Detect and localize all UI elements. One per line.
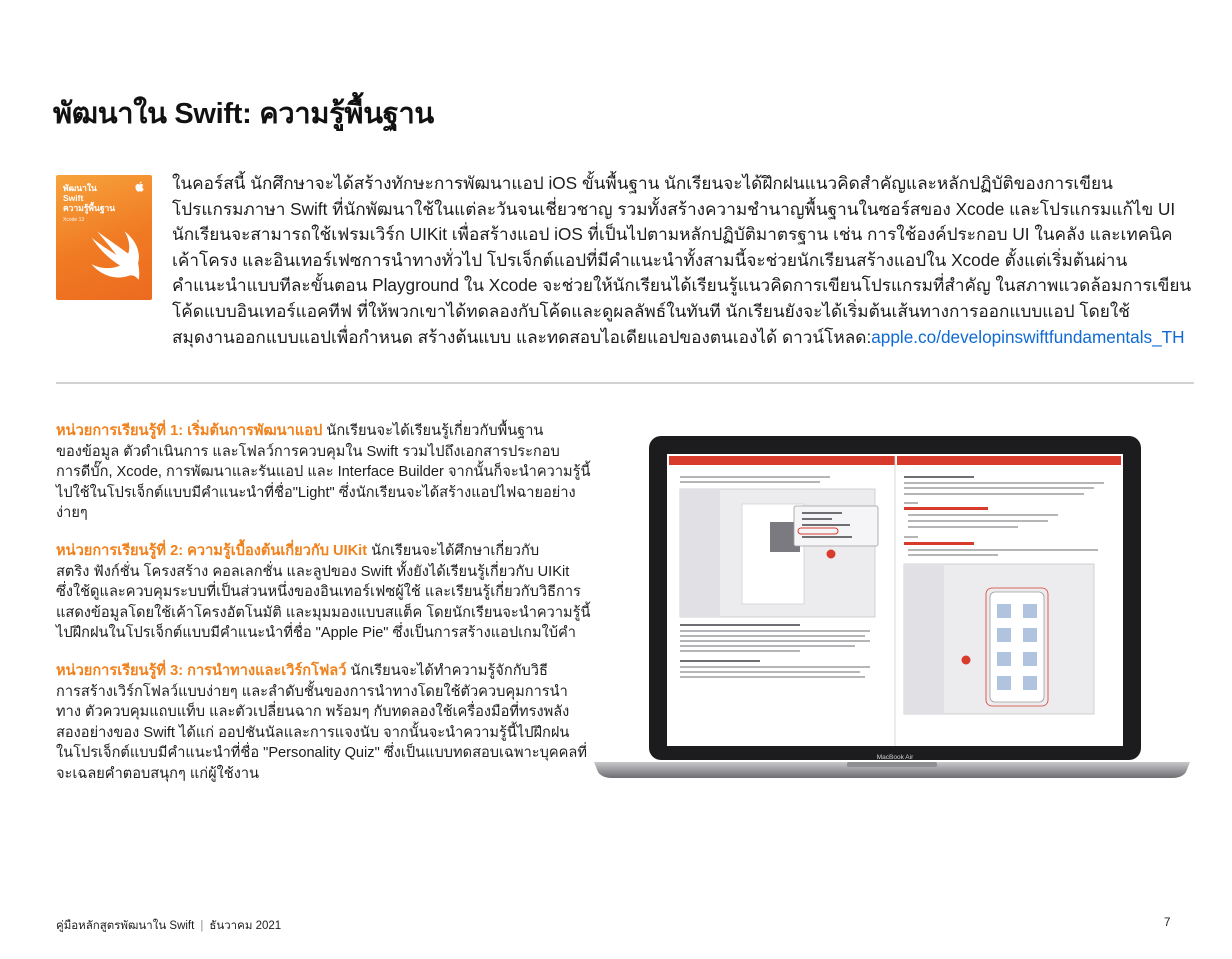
right-callout-marker bbox=[962, 656, 971, 665]
unit-line: การดีบั๊ก, Xcode, การพัฒนาและรันแอป และ Interface Builder จากนั้นก็จะนำความรู้นี้ bbox=[56, 464, 591, 481]
callout-marker bbox=[827, 550, 836, 559]
intro-line: นักเรียนจะสามารถใช้เฟรมเวิร์ก UIKit เพื่อสร้างแอป iOS ที่เป็นไปตามหลักปฏิบัติมาตรฐาน เช่น การใช้องค์ประกอบ UI ในคลัง และเทคนิค bbox=[172, 224, 1173, 245]
unit-2-heading: หน่วยการเรียนรู้ที่ 2: ความรู้เบื้องต้นเกี่ยวกับ UIKit bbox=[56, 542, 368, 559]
unit-line: สตริง ฟังก์ชั่น โครงสร้าง คอลเลกชั่น และลูปของ Swift ทั้งยังได้เรียนรู้เกี่ยวกับ UIKit bbox=[56, 563, 570, 580]
right-screenshot-sidebar bbox=[904, 564, 944, 714]
unit-1-heading: หน่วยการเรียนรู้ที่ 1: เริ่มต้นการพัฒนาแอป bbox=[56, 423, 323, 439]
intro-line: คำแนะนำแบบทีละขั้นตอน Playground ใน Xcode จะช่วยให้นักเรียนได้เรียนรู้แนวคิดการเขียนโปรแกรมที่สำคัญ ในสภาพแวดล้อมการเขียน bbox=[172, 275, 1192, 296]
intro-last-line bbox=[172, 325, 1185, 351]
unit-line: ทาง ตัวควบคุมแถบแท็บ และตัวเปลี่ยนฉาก พร้อมๆ กับทดลองใช้เครื่องมือที่ทรงพลัง bbox=[56, 704, 570, 721]
unit-line: ไปใช้ในโปรเจ็กต์แบบมีคำแนะนำที่ชื่อ"Light" ซึ่งนักเรียนจะได้สร้างแอปไฟฉายอย่าง bbox=[56, 484, 576, 501]
cover-subtitle: Xcode 13 bbox=[63, 217, 85, 223]
macbook-illustration bbox=[592, 432, 1192, 782]
unit-line: สองอย่างของ Swift ได้แก่ ออปชันนัลและการแจงนับ จากนั้นจะนำความรู้นี้ไปฝึกฝน bbox=[56, 724, 570, 741]
unit-line: ซึ่งใช้ดูและควบคุมระบบที่เป็นส่วนหนึ่งของอินเทอร์เฟซผู้ใช้ และเรียนรู้เกี่ยวกับวิธีการ bbox=[56, 584, 581, 601]
intro-line: เค้าโครง และอินเทอร์เฟซการนำทางทั่วไป โปรเจ็กต์แอปที่มีคำแนะนำทั้งสามนี้จะช่วยนักเรียนสร้างแอปใน Xcode ตั้งแต่เริ่มต้นผ่าน bbox=[172, 249, 1128, 270]
unit-text: นักเรียนจะได้ทำความรู้จักกับวิธี bbox=[346, 662, 548, 679]
cover-title-line: Swift bbox=[63, 193, 84, 203]
laptop-notch bbox=[847, 762, 937, 767]
cover-title bbox=[63, 183, 115, 225]
unit-first-line bbox=[56, 661, 591, 682]
unit-line: จะเฉลยคำตอบสนุกๆ แก่ผู้ใช้งาน bbox=[56, 765, 260, 782]
unit-first-line bbox=[56, 421, 591, 442]
unit-3-heading: หน่วยการเรียนรู้ที่ 3: การนำทางและเวิร์กโฟลว์ bbox=[56, 662, 347, 679]
intro-line: โค้ดแบบอินเทอร์แอคทีฟ ที่ให้พวกเขาได้ทดลองกับโค้ดและดูผลลัพธ์ในทันที นักเรียนยังจะได้เริ่มต้นเส้นทางการออกแบบแอป โดยใช้ bbox=[172, 300, 1130, 321]
unit-line: ง่ายๆ bbox=[56, 505, 88, 522]
footer-separator: | bbox=[200, 920, 204, 932]
unit-line: ของข้อมูล ตัวดำเนินการ และโฟลว์การควบคุมใน Swift รวมไปถึงเอกสารประกอบ bbox=[56, 443, 560, 460]
swift-bird-icon bbox=[86, 227, 148, 289]
right-page-header bbox=[897, 456, 1121, 465]
intro-line: โปรแกรมภาษา Swift ที่นักพัฒนาใช้ในแต่ละวันจนเชี่ยวชาญ รวมทั้งสร้างความชำนาญพื้นฐานในซอร์สของ Xcode และโปรแกรมแก้ไข UI bbox=[172, 198, 1176, 219]
intro-line-text: สมุดงานออกแบบแอปเพื่อกำหนด สร้างต้นแบบ และทดสอบไอเดียแอปของตนเองได้ ดาวน์โหลด: bbox=[172, 326, 872, 347]
book-cover-image bbox=[56, 175, 152, 300]
section-divider bbox=[56, 382, 1194, 384]
unit-line: แสดงข้อมูลโดยใช้เค้าโครงอัตโนมัติ และมุมมองแบบสแต็ค โดยนักเรียนจะนำความรู้นี้ bbox=[56, 604, 591, 621]
download-link[interactable]: apple.co/developinswiftfundamentals_TH bbox=[871, 326, 1185, 347]
footer bbox=[56, 917, 281, 935]
unit-first-line bbox=[56, 541, 591, 562]
intro-line: ในคอร์สนี้ นักศึกษาจะได้สร้างทักษะการพัฒนาแอป iOS ขั้นพื้นฐาน นักเรียนจะได้ฝึกฝนแนวคิดสำคัญและหลักปฏิบัติของการเขียน bbox=[172, 173, 1113, 193]
page-title: พัฒนาใน Swift: ความรู้พื้นฐาน bbox=[53, 98, 434, 130]
cover-title-line: ความรู้พื้นฐาน bbox=[63, 203, 116, 213]
footer-guide-title: คู่มือหลักสูตรพัฒนาใน Swift bbox=[56, 920, 195, 932]
unit-line: ในโปรเจ็กต์แบบมีคำแนะนำที่ชื่อ "Personality Quiz" ซึ่งเป็นแบบทดสอบเฉพาะบุคคลที่ bbox=[56, 745, 587, 762]
intro-paragraph bbox=[172, 171, 1192, 350]
unit-1-paragraph bbox=[56, 421, 591, 524]
unit-text: นักเรียนจะได้ศึกษาเกี่ยวกับ bbox=[367, 542, 540, 559]
left-page-header bbox=[669, 456, 895, 465]
units-section bbox=[56, 421, 591, 802]
laptop-label: MacBook Air bbox=[876, 754, 914, 761]
cover-title-line: พัฒนาใน bbox=[63, 183, 97, 193]
unit-text: นักเรียนจะได้เรียนรู้เกี่ยวกับพื้นฐาน bbox=[322, 423, 544, 439]
footer-date: ธันวาคม 2021 bbox=[209, 920, 282, 932]
page-number: 7 bbox=[1164, 917, 1171, 929]
apple-logo-icon bbox=[135, 181, 144, 192]
screenshot-sidebar bbox=[680, 489, 720, 617]
unit-line: ไปฝึกฝนในโปรเจ็กต์แบบมีคำแนะนำที่ชื่อ "Apple Pie" ซึ่งเป็นการสร้างแอปเกมใบ้คำ bbox=[56, 625, 576, 642]
unit-3-paragraph bbox=[56, 661, 591, 785]
unit-line: การสร้างเวิร์กโฟลว์แบบง่ายๆ และลำดับชั้นของการนำทางโดยใช้ตัวควบคุมการนำ bbox=[56, 683, 568, 700]
unit-2-paragraph bbox=[56, 541, 591, 644]
